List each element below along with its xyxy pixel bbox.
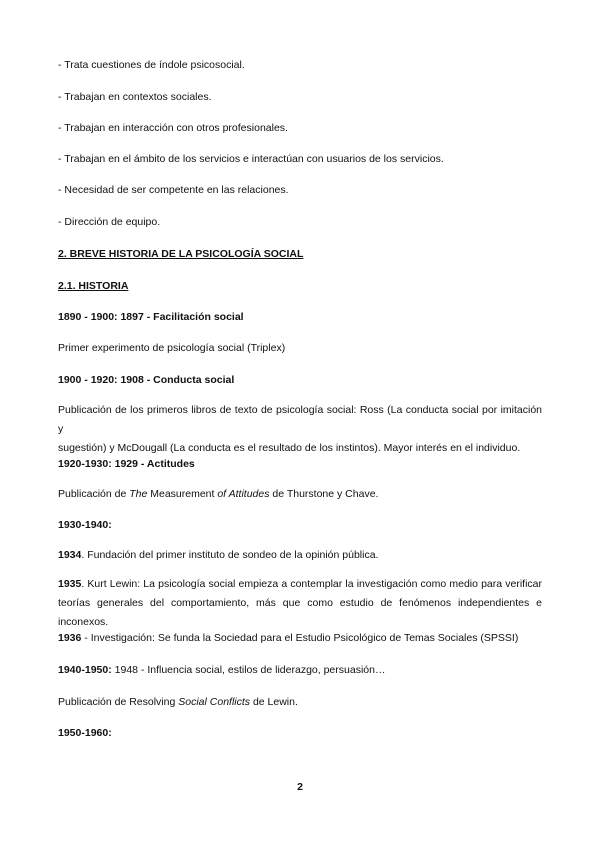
text-fragment: . Fundación del primer instituto de sondeo de la opinión pública. (81, 549, 379, 561)
text-fragment: Publicación de (58, 488, 130, 500)
text-fragment: de Lewin. (250, 696, 298, 708)
period-paragraph (58, 401, 542, 458)
text-fragment: - Investigación: Se funda la Sociedad para el Estudio Psicológico de Temas Sociales (SPSSI) (81, 632, 519, 644)
text-fragment: de Thurstone y Chave. (269, 488, 379, 500)
text-fragment: . Kurt Lewin: La psicología social empieza a contemplar la investigación como medio para verificar (81, 578, 542, 590)
text-fragment: Measurement (147, 488, 218, 500)
period-text (58, 548, 378, 562)
period-heading: 1950-1960: (58, 727, 112, 739)
paragraph-line: Publicación de los primeros libros de texto de psicología social: Ross (La conducta social por imitación y (58, 404, 542, 435)
bullet-item: - Dirección de equipo. (58, 216, 161, 228)
year-label: 1936 (58, 632, 82, 644)
text-fragment: Publicación de Resolving (58, 696, 179, 708)
text-fragment: 1948 - Influencia social, estilos de liderazgo, persuasión… (111, 664, 386, 676)
paragraph-line (58, 575, 542, 594)
paragraph-line: teorías generales del comportamiento, más que como estudio de fenómenos independientes e inconexos. (58, 597, 542, 628)
bullet-item: - Necesidad de ser competente en las relaciones. (58, 184, 289, 196)
period-paragraph (58, 575, 542, 632)
book-title: The (129, 488, 148, 500)
page-content (58, 0, 544, 848)
period-heading: 1930-1940: (58, 519, 112, 531)
period-text (58, 487, 378, 501)
year-label: 1934 (58, 549, 82, 561)
period-heading (58, 663, 385, 677)
subsection-heading: 2.1. HISTORIA (58, 280, 129, 292)
section-heading: 2. BREVE HISTORIA DE LA PSICOLOGÍA SOCIAL (58, 248, 304, 260)
year-label: 1935 (58, 578, 82, 590)
period-heading: 1890 - 1900: 1897 - Facilitación social (58, 311, 244, 323)
paragraph-line: sugestión) y McDougall (La conducta es el resultado de los instintos). Mayor interés en el individuo. (58, 442, 521, 454)
period-text (58, 631, 518, 645)
period-text: Primer experimento de psicología social (Triplex) (58, 342, 286, 354)
bullet-item: - Trabajan en el ámbito de los servicios e interactúan con usuarios de los servicios. (58, 153, 444, 165)
book-title: of Attitudes (217, 488, 270, 500)
book-title: Social Conflicts (178, 696, 251, 708)
bullet-item: - Trata cuestiones de índole psicosocial. (58, 59, 245, 71)
period-heading: 1900 - 1920: 1908 - Conducta social (58, 374, 235, 386)
page-number: 2 (297, 781, 303, 793)
bullet-item: - Trabajan en interacción con otros profesionales. (58, 122, 288, 134)
period-heading: 1920-1930: 1929 - Actitudes (58, 458, 195, 470)
period-label: 1940-1950: (58, 664, 112, 676)
bullet-item: - Trabajan en contextos sociales. (58, 91, 212, 103)
period-text (58, 695, 298, 709)
